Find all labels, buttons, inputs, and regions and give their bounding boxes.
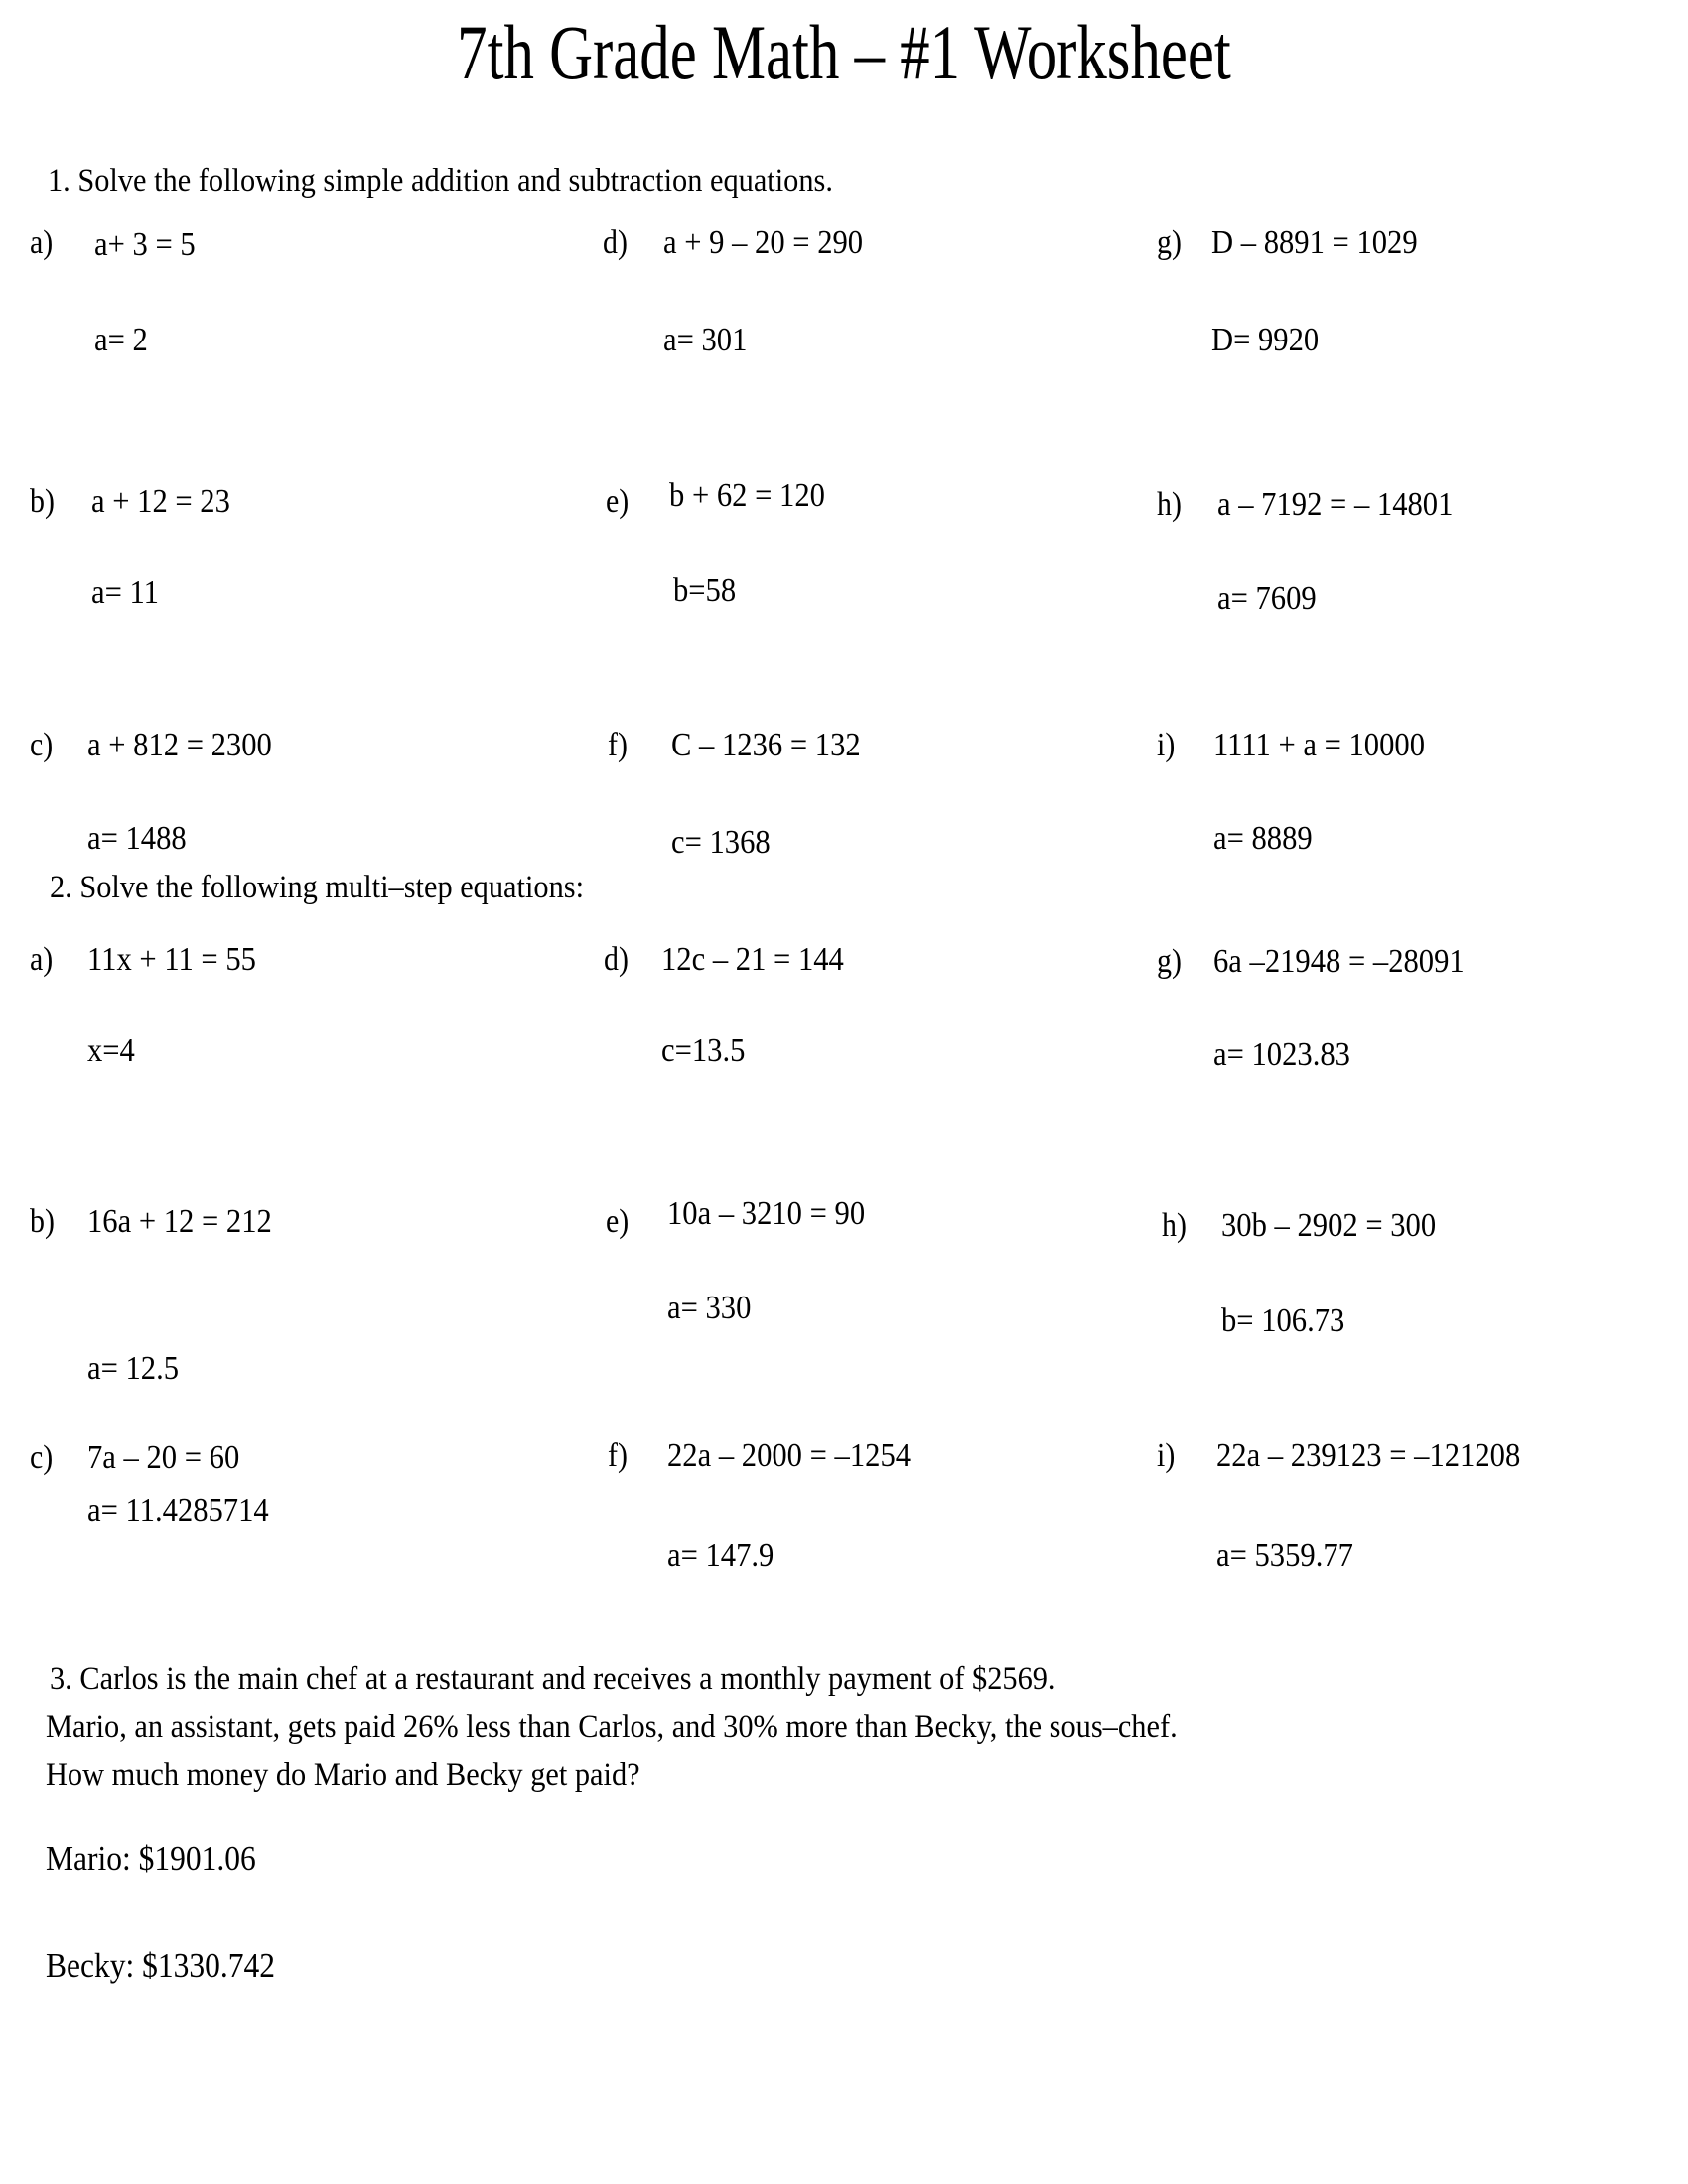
problem-label-2g: g) [1157, 943, 1182, 980]
problem-label-2e: e) [606, 1203, 630, 1240]
word-problem-line-3: How much money do Mario and Becky get paid? [46, 1757, 640, 1793]
problem-answer-1a: a= 2 [94, 322, 148, 358]
problem-answer-1b: a= 11 [91, 574, 159, 611]
problem-equation-2a: 11x + 11 = 55 [87, 941, 256, 978]
problem-equation-1i: 1111 + a = 10000 [1213, 727, 1425, 763]
problem-equation-1f: C – 1236 = 132 [671, 727, 861, 763]
problem-label-2a: a) [30, 941, 54, 978]
section-2-instruction: 2. Solve the following multi–step equations: [50, 870, 585, 905]
problem-answer-1c: a= 1488 [87, 820, 187, 857]
problem-answer-1i: a= 8889 [1213, 820, 1313, 857]
problem-answer-1g: D= 9920 [1211, 322, 1320, 358]
problem-answer-2d: c=13.5 [661, 1032, 746, 1069]
problem-answer-1h: a= 7609 [1217, 580, 1317, 616]
word-problem-answer-becky: Becky: $1330.742 [46, 1946, 275, 1984]
problem-equation-2b: 16a + 12 = 212 [87, 1203, 272, 1240]
problem-answer-1d: a= 301 [663, 322, 748, 358]
problem-equation-1a: a+ 3 = 5 [94, 226, 196, 263]
problem-answer-1e: b=58 [673, 572, 737, 609]
page-title: 7th Grade Math – #1 Worksheet [457, 9, 1231, 95]
word-problem-line-1: 3. Carlos is the main chef at a restaurant and receives a monthly payment of $2569. [50, 1661, 1055, 1697]
problem-answer-2h: b= 106.73 [1221, 1302, 1345, 1339]
problem-label-1a: a) [30, 224, 54, 261]
problem-label-1f: f) [608, 727, 628, 763]
problem-answer-1f: c= 1368 [671, 824, 771, 861]
problem-equation-2d: 12c – 21 = 144 [661, 941, 844, 978]
word-problem-line-2: Mario, an assistant, gets paid 26% less than Carlos, and 30% more than Becky, the sous–chef. [46, 1709, 1178, 1745]
problem-answer-2g: a= 1023.83 [1213, 1036, 1350, 1073]
problem-equation-2c: 7a – 20 = 60 [87, 1439, 240, 1476]
problem-label-2h: h) [1162, 1207, 1187, 1244]
word-problem-answer-mario: Mario: $1901.06 [46, 1840, 256, 1878]
problem-equation-1b: a + 12 = 23 [91, 483, 230, 520]
problem-label-2d: d) [604, 941, 629, 978]
problem-label-1d: d) [603, 224, 628, 261]
problem-equation-1c: a + 812 = 2300 [87, 727, 272, 763]
problem-answer-2f: a= 147.9 [667, 1537, 774, 1573]
problem-equation-2h: 30b – 2902 = 300 [1221, 1207, 1437, 1244]
problem-label-2f: f) [608, 1437, 628, 1474]
problem-label-1h: h) [1157, 486, 1182, 523]
problem-label-1b: b) [30, 483, 55, 520]
problem-equation-1h: a – 7192 = – 14801 [1217, 486, 1454, 523]
problem-equation-2g: 6a –21948 = –28091 [1213, 943, 1465, 980]
problem-label-1i: i) [1157, 727, 1176, 763]
problem-equation-1e: b + 62 = 120 [669, 478, 825, 514]
problem-equation-2e: 10a – 3210 = 90 [667, 1195, 866, 1232]
problem-answer-2c: a= 11.4285714 [87, 1492, 269, 1529]
problem-equation-1d: a + 9 – 20 = 290 [663, 224, 864, 261]
problem-label-2i: i) [1157, 1437, 1176, 1474]
problem-equation-2f: 22a – 2000 = –1254 [667, 1437, 912, 1474]
problem-label-1c: c) [30, 727, 54, 763]
problem-answer-2i: a= 5359.77 [1216, 1537, 1353, 1573]
problem-answer-2e: a= 330 [667, 1290, 752, 1326]
problem-equation-1g: D – 8891 = 1029 [1211, 224, 1418, 261]
problem-label-2c: c) [30, 1439, 54, 1476]
problem-label-2b: b) [30, 1203, 55, 1240]
section-1-instruction: 1. Solve the following simple addition and subtraction equations. [48, 163, 833, 199]
problem-answer-2b: a= 12.5 [87, 1350, 180, 1387]
problem-equation-2i: 22a – 239123 = –121208 [1216, 1437, 1521, 1474]
problem-label-1e: e) [606, 483, 630, 520]
problem-answer-2a: x=4 [87, 1032, 135, 1069]
problem-label-1g: g) [1157, 224, 1182, 261]
